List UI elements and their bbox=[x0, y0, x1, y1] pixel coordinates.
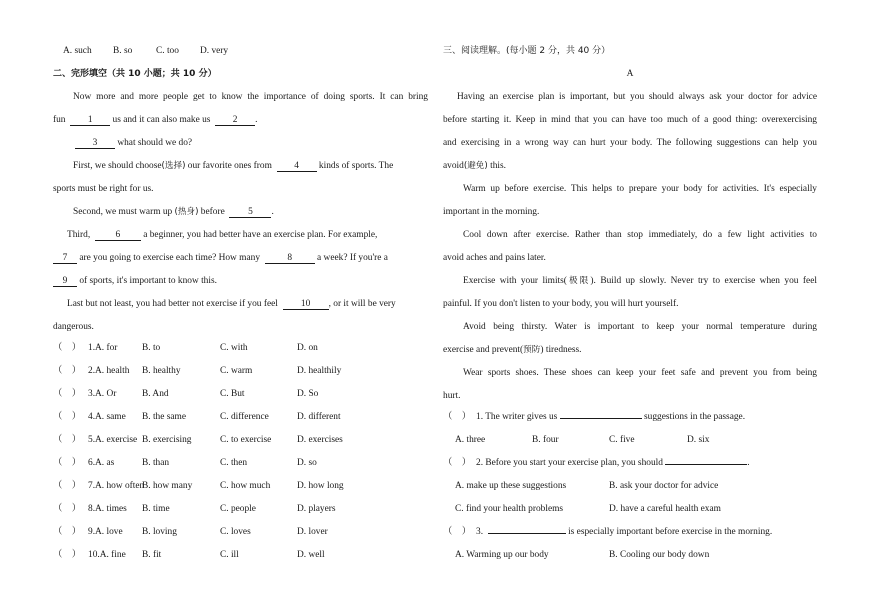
reading-p5-line2: exercise and prevent(预防) tiredness. bbox=[443, 345, 582, 355]
blank-7[interactable]: 7 bbox=[53, 253, 77, 264]
answer-paren[interactable]: （ ） bbox=[53, 458, 82, 468]
answer-paren[interactable]: （ ） bbox=[443, 412, 472, 422]
reading-q2-option-c[interactable]: C. find your health problems bbox=[455, 504, 564, 514]
cloze-q5-option-d[interactable]: D. exercises bbox=[297, 435, 343, 445]
cloze-q10-option-a[interactable]: 10.A. fine bbox=[88, 550, 126, 560]
cloze-q8-option-b[interactable]: B. time bbox=[142, 504, 170, 514]
cloze-q1-option-b[interactable]: B. to bbox=[142, 343, 161, 353]
answer-paren[interactable]: （ ） bbox=[53, 343, 82, 353]
cloze-q7-option-d[interactable]: D. how long bbox=[297, 481, 344, 491]
cloze-q9-option-b[interactable]: B. loving bbox=[142, 527, 177, 537]
cloze-q7-option-b[interactable]: B. how many bbox=[142, 481, 193, 491]
prev-option-c: C. too bbox=[156, 46, 179, 56]
passage-p5-line2: dangerous. bbox=[53, 322, 94, 332]
answer-paren[interactable]: （ ） bbox=[53, 412, 82, 422]
answer-paren[interactable]: （ ） bbox=[53, 504, 82, 514]
cloze-q3-option-a[interactable]: 3.A. Or bbox=[88, 389, 117, 399]
cloze-q6-option-c[interactable]: C. then bbox=[220, 458, 248, 468]
cloze-q9-option-c[interactable]: C. loves bbox=[220, 527, 251, 537]
passage-p1-line3: 3 what should we do? bbox=[75, 137, 192, 149]
answer-paren[interactable]: （ ） bbox=[443, 458, 472, 468]
cloze-q6-option-d[interactable]: D. so bbox=[297, 458, 317, 468]
reading-q3-stem: 3. is especially important before exercise in the morning. bbox=[476, 527, 773, 537]
cloze-q4-option-c[interactable]: C. difference bbox=[220, 412, 269, 422]
reading-q1-option-c[interactable]: C. five bbox=[609, 435, 635, 445]
answer-blank[interactable] bbox=[560, 418, 642, 419]
passage-p2-line2: sports must be right for us. bbox=[53, 184, 154, 194]
answer-paren[interactable]: （ ） bbox=[53, 366, 82, 376]
cloze-q3-option-c[interactable]: C. But bbox=[220, 389, 245, 399]
section-3-title: 三、阅读理解。(每小题 2 分，共 40 分） bbox=[443, 46, 611, 56]
prev-option-d: D. very bbox=[200, 46, 229, 56]
reading-q2-stem: 2. Before you start your exercise plan, you should . bbox=[476, 458, 750, 468]
blank-3[interactable]: 3 bbox=[75, 138, 115, 149]
answer-paren[interactable]: （ ） bbox=[53, 435, 82, 445]
reading-q3-option-b[interactable]: B. Cooling our body down bbox=[609, 550, 710, 560]
reading-q1-option-a[interactable]: A. three bbox=[455, 435, 486, 445]
reading-p2-line2: important in the morning. bbox=[443, 207, 540, 217]
cloze-q9-option-d[interactable]: D. lover bbox=[297, 527, 328, 537]
cloze-q10-option-b[interactable]: B. fit bbox=[142, 550, 162, 560]
cloze-q5-option-c[interactable]: C. to exercise bbox=[220, 435, 272, 445]
reading-p4-line1: Exercise with your limits(极限). Build up slowly. Never try to exercise when you feel bbox=[463, 276, 817, 286]
cloze-q9-option-a[interactable]: 9.A. love bbox=[88, 527, 123, 537]
blank-4[interactable]: 4 bbox=[277, 161, 317, 172]
reading-p3-line1: Cool down after exercise. Rather than stop immediately, do a few light activities to bbox=[463, 230, 817, 240]
cloze-q3-option-b[interactable]: B. And bbox=[142, 389, 169, 399]
reading-p1-line3: and exercising in a wrong way can hurt your body. The following suggestions can help you bbox=[443, 138, 817, 148]
passage-p4-line2: 7 are you going to exercise each time? How many 8 a week? If you're a bbox=[53, 252, 388, 264]
passage-p4-line1: Third, 6 a beginner, you had better have an exercise plan. For example, bbox=[67, 230, 378, 240]
cloze-q7-option-c[interactable]: C. how much bbox=[220, 481, 271, 491]
cloze-q1-option-c[interactable]: C. with bbox=[220, 343, 248, 353]
cloze-q1-option-d[interactable]: D. on bbox=[297, 343, 318, 353]
cloze-q8-option-c[interactable]: C. people bbox=[220, 504, 256, 514]
answer-paren[interactable]: （ ） bbox=[53, 527, 82, 537]
cloze-q3-option-d[interactable]: D. So bbox=[297, 389, 319, 399]
reading-p2-line1: Warm up before exercise. This helps to prepare your body for activities. It's especially bbox=[463, 184, 817, 194]
reading-p6-line1: Wear sports shoes. These shoes can keep your feet safe and prevent you from being bbox=[463, 368, 817, 378]
cloze-q6-option-a[interactable]: 6.A. as bbox=[88, 458, 115, 468]
cloze-q10-option-c[interactable]: C. ill bbox=[220, 550, 239, 560]
cloze-q5-option-b[interactable]: B. exercising bbox=[142, 435, 192, 445]
blank-10[interactable]: 10 bbox=[283, 299, 329, 310]
reading-p3-line2: avoid aches and pains later. bbox=[443, 253, 546, 263]
cloze-q2-option-d[interactable]: D. healthily bbox=[297, 366, 342, 376]
reading-p1-line1: Having an exercise plan is important, but you should always ask your doctor for advice bbox=[457, 92, 817, 102]
passage-label: A bbox=[626, 69, 634, 79]
reading-q1-stem: 1. The writer gives us suggestions in the passage. bbox=[476, 412, 746, 422]
cloze-q6-option-b[interactable]: B. than bbox=[142, 458, 170, 468]
cloze-q4-option-b[interactable]: B. the same bbox=[142, 412, 187, 422]
cloze-q10-option-d[interactable]: D. well bbox=[297, 550, 325, 560]
reading-q2-option-a[interactable]: A. make up these suggestions bbox=[455, 481, 567, 491]
answer-paren[interactable]: （ ） bbox=[443, 527, 472, 537]
reading-q2-option-d[interactable]: D. have a careful health exam bbox=[609, 504, 721, 514]
answer-paren[interactable]: （ ） bbox=[53, 481, 82, 491]
cloze-q4-option-a[interactable]: 4.A. same bbox=[88, 412, 126, 422]
answer-paren[interactable]: （ ） bbox=[53, 389, 82, 399]
cloze-q2-option-a[interactable]: 2.A. health bbox=[88, 366, 130, 376]
blank-5[interactable]: 5 bbox=[229, 207, 271, 218]
prev-option-b: B. so bbox=[113, 46, 133, 56]
blank-1[interactable]: 1 bbox=[70, 115, 110, 126]
reading-q1-option-b[interactable]: B. four bbox=[532, 435, 559, 445]
cloze-q2-option-c[interactable]: C. warm bbox=[220, 366, 253, 376]
cloze-q4-option-d[interactable]: D. different bbox=[297, 412, 341, 422]
blank-9[interactable]: 9 bbox=[53, 276, 77, 287]
passage-p1-line2: fun 1 us and it can also make us 2 . bbox=[53, 115, 258, 125]
cloze-q8-option-a[interactable]: 8.A. times bbox=[88, 504, 127, 514]
passage-p5-line1: Last but not least, you had better not exercise if you feel 10 , or it will be very bbox=[67, 299, 396, 309]
answer-blank[interactable] bbox=[488, 533, 566, 534]
cloze-q1-option-a[interactable]: 1.A. for bbox=[88, 343, 118, 353]
blank-6[interactable]: 6 bbox=[95, 230, 141, 241]
passage-p4-line3: 9 of sports, it's important to know this. bbox=[53, 275, 217, 287]
answer-paren[interactable]: （ ） bbox=[53, 550, 82, 560]
cloze-q8-option-d[interactable]: D. players bbox=[297, 504, 336, 514]
reading-q2-option-b[interactable]: B. ask your doctor for advice bbox=[609, 481, 719, 491]
reading-p6-line2: hurt. bbox=[443, 391, 461, 401]
cloze-q5-option-a[interactable]: 5.A. exercise bbox=[88, 435, 138, 445]
answer-blank[interactable] bbox=[665, 464, 747, 465]
reading-p4-line2: painful. If you don't listen to your body, you will hurt yourself. bbox=[443, 299, 679, 309]
passage-p1-line1: Now more and more people get to know the importance of doing sports. It can bring bbox=[73, 92, 428, 102]
cloze-q7-option-a[interactable]: 7.A. how often bbox=[88, 481, 145, 491]
reading-p5-line1: Avoid being thirsty. Water is important to keep your normal temperature during bbox=[463, 322, 817, 332]
blank-2[interactable]: 2 bbox=[215, 115, 255, 126]
reading-q1-option-d[interactable]: D. six bbox=[687, 435, 710, 445]
section-2-title: 二、完形填空（共 10 小题；共 10 分） bbox=[53, 69, 217, 79]
passage-p3-line1: Second, we must warm up (热身) before 5 . bbox=[73, 207, 274, 217]
cloze-q2-option-b[interactable]: B. healthy bbox=[142, 366, 181, 376]
passage-p2-line1: First, we should choose(选择) our favorite ones from 4 kinds of sports. The bbox=[73, 161, 394, 171]
reading-p1-line2: before starting it. Keep in mind that you can have too much of a good thing: overexercising bbox=[443, 115, 817, 125]
reading-q3-option-a[interactable]: A. Warming up our body bbox=[455, 550, 549, 560]
prev-option-a: A. such bbox=[63, 46, 92, 56]
blank-8[interactable]: 8 bbox=[265, 253, 315, 264]
reading-p1-line4: avoid(避免) this. bbox=[443, 161, 506, 171]
